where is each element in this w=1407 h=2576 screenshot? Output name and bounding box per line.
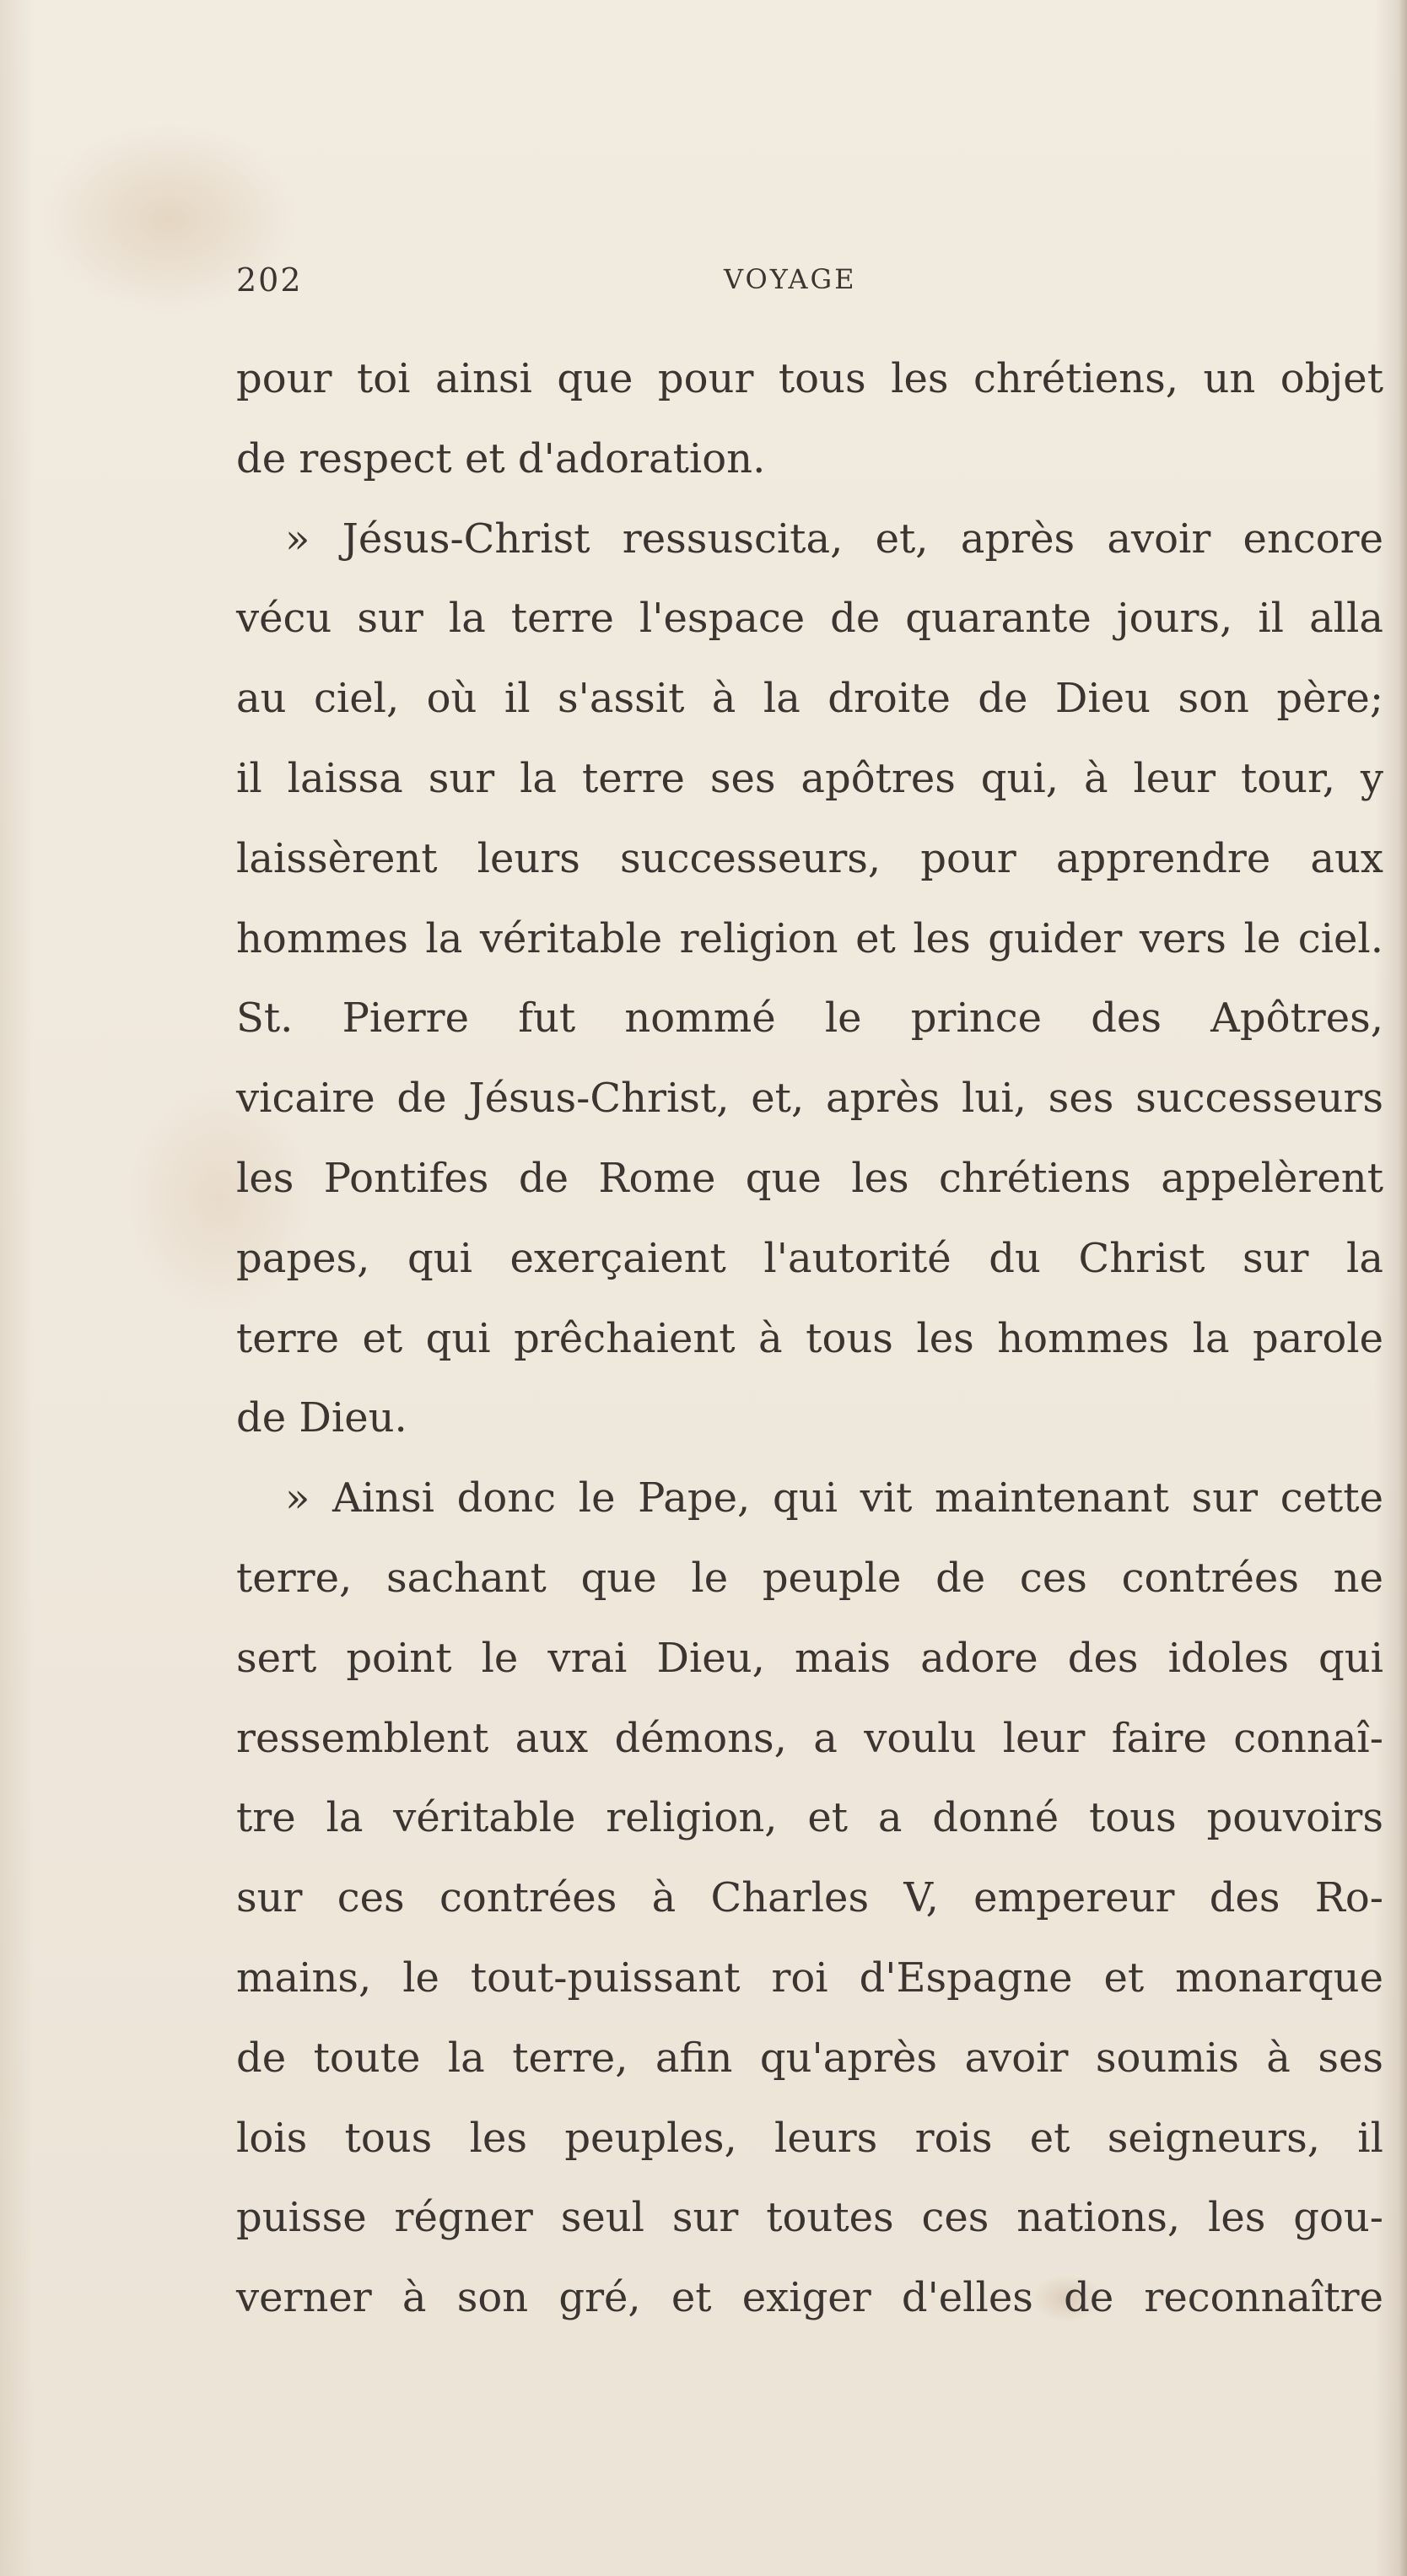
running-head xyxy=(236,261,1400,312)
text-line: terre, sachant que le peuple de ces contrées ne xyxy=(236,1554,1383,1602)
running-title: VOYAGE xyxy=(724,263,857,295)
text-line: » Jésus-Christ ressuscita, et, après avoir encore xyxy=(285,515,1383,563)
text-line: lois tous les peuples, leurs rois et seigneurs, il xyxy=(236,2114,1383,2162)
page-number: 202 xyxy=(236,261,303,299)
text-line: puisse régner seul sur toutes ces nations, les gou- xyxy=(236,2194,1383,2242)
text-line: laissèrent leurs successeurs, pour apprendre aux xyxy=(236,834,1383,882)
text-line: mains, le tout-puissant roi d'Espagne et monarque xyxy=(236,1954,1383,2002)
text-line: St. Pierre fut nommé le prince des Apôtres, xyxy=(236,994,1383,1043)
text-line: vicaire de Jésus-Christ, et, après lui, ses successeurs xyxy=(236,1075,1383,1123)
text-line: sert point le vrai Dieu, mais adore des idoles qui xyxy=(236,1634,1383,1682)
text-line: au ciel, où il s'assit à la droite de Dieu son père; xyxy=(236,675,1383,723)
body-text xyxy=(236,339,1383,2338)
text-line: tre la véritable religion, et a donné tous pouvoirs xyxy=(236,1794,1383,1842)
text-line: les Pontifes de Rome que les chrétiens appelèrent xyxy=(236,1154,1383,1202)
page-edge-shadow xyxy=(1399,0,1407,2576)
text-line: pour toi ainsi que pour tous les chrétiens, un objet xyxy=(236,355,1383,402)
text-line: il laissa sur la terre ses apôtres qui, à leur tour, y xyxy=(236,754,1383,802)
text-line: vécu sur la terre l'espace de quarante jours, il alla xyxy=(236,595,1383,643)
text-line: verner à son gré, et exiger d'elles de reconnaître xyxy=(236,2274,1383,2322)
text-line: de respect et d'adoration. xyxy=(236,434,766,482)
text-line: hommes la véritable religion et les guider vers le ciel. xyxy=(236,914,1383,962)
text-line: papes, qui exerçaient l'autorité du Christ sur la xyxy=(236,1234,1383,1282)
text-line: » Ainsi donc le Pape, qui vit maintenant sur cette xyxy=(285,1474,1383,1522)
text-line: ressemblent aux démons, a voulu leur faire connaî- xyxy=(236,1714,1383,1762)
text-line: sur ces contrées à Charles V, empereur des Ro- xyxy=(236,1874,1383,1922)
text-line: terre et qui prêchaient à tous les hommes la parole xyxy=(236,1314,1383,1362)
text-line: de toute la terre, afin qu'après avoir soumis à ses xyxy=(236,2034,1383,2082)
text-line: de Dieu. xyxy=(236,1394,407,1442)
